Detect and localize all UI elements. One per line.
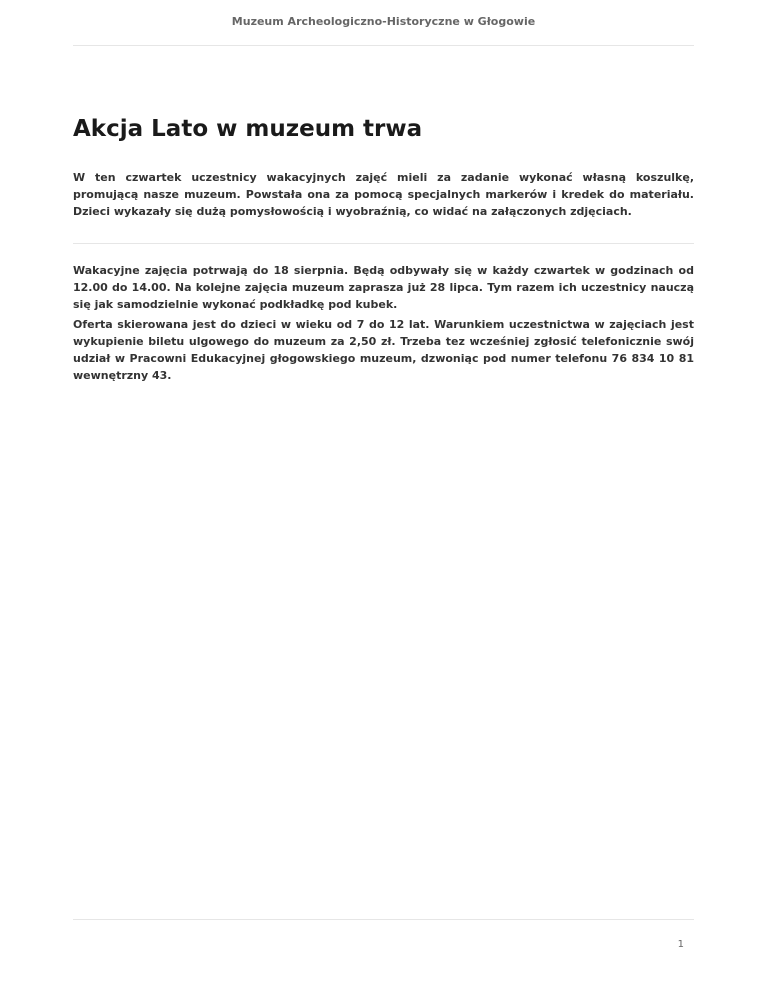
article-paragraph: W ten czwartek uczestnicy wakacyjnych zajęć mieli za zadanie wykonać własną koszulkę, promującą nasze muzeum. Powstała ona za pomocą specjalnych markerów i kredek do materiału. Dzieci wykazały się dużą pomysłowością i wyobraźnią, co widać na załączonych zdjęciach. [73,171,694,218]
article-paragraph: Oferta skierowana jest do dzieci w wieku od 7 do 12 lat. Warunkiem uczestnictwa w zajęciach jest wykupienie biletu ulgowego do muzeum za 2,50 zł. Trzeba tez wcześniej zgłosić telefonicznie swój udział w Pracowni Edukacyjnej głogowskiego muzeum, dzwoniąc pod numer telefonu 76 834 10 81 wewnętrzny 43. [73,318,694,382]
article-paragraph: Wakacyjne zajęcia potrwają do 18 sierpnia. Będą odbywały się w każdy czwartek w godzinach od 12.00 do 14.00. Na kolejne zajęcia muzeum zaprasza już 28 lipca. Tym razem ich uczestnicy nauczą się jak samodzielnie wykonać podkładkę pod kubek. [73,264,694,311]
content-divider [73,243,694,244]
site-name-header: Muzeum Archeologiczno-Historyczne w Głogowie [231,15,536,28]
page-number: 1 [677,939,684,950]
article-title: Akcja Lato w muzeum trwa [73,116,423,142]
footer-divider [73,919,694,920]
header-divider [73,45,694,46]
